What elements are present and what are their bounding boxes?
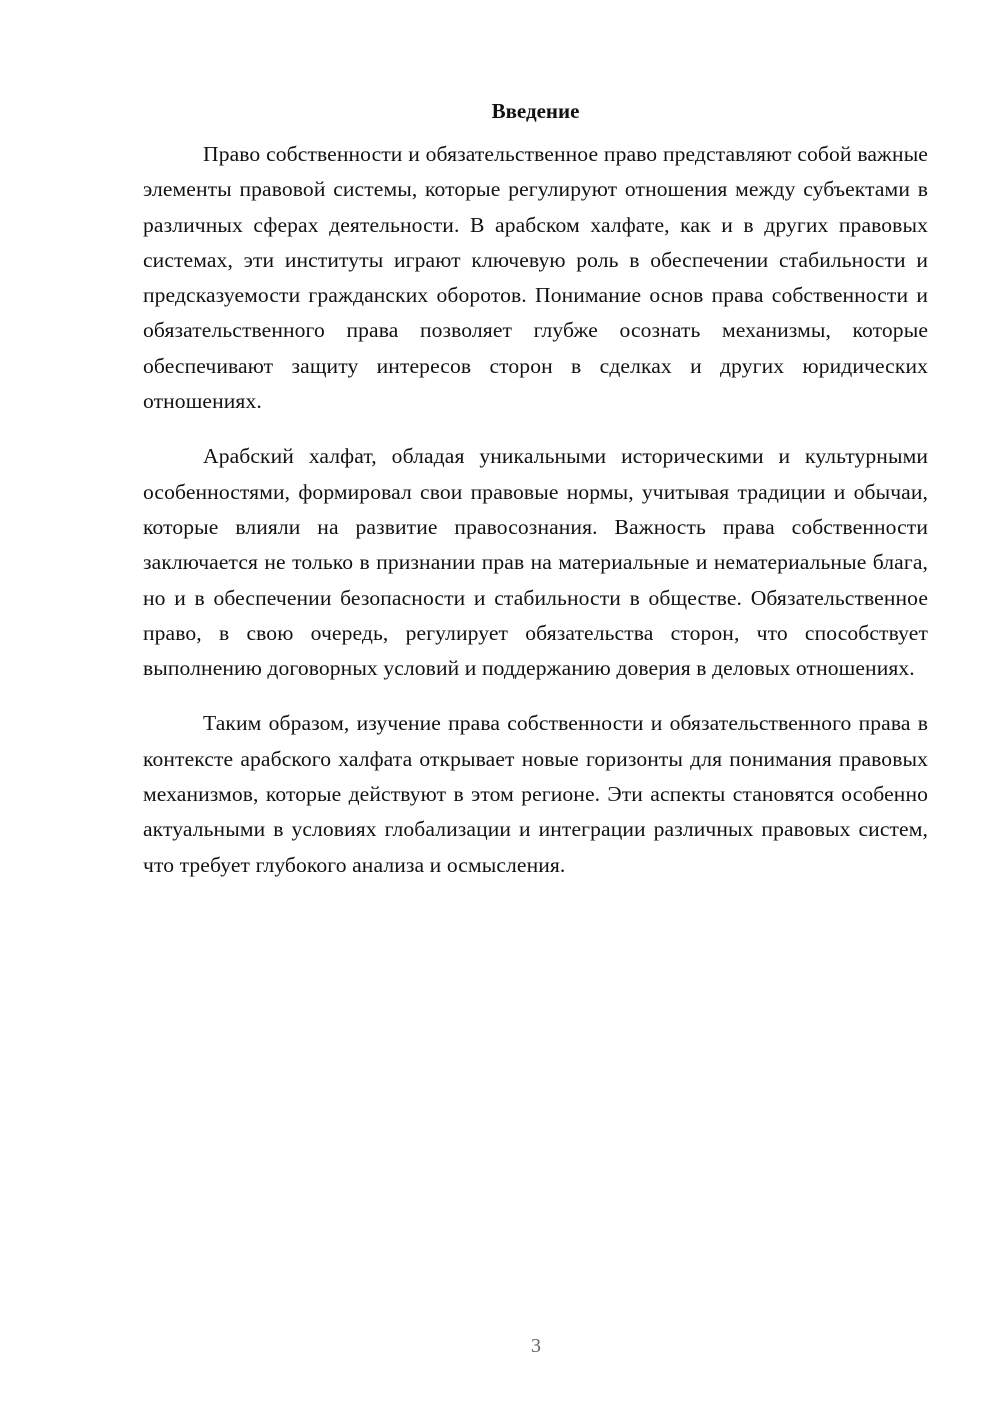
page-number: 3 [531, 1335, 541, 1357]
paragraph-3: Таким образом, изучение права собственности и обязательственного права в контексте арабского халфата открывает новые горизонты для понимания правовых механизмов, которые действуют в этом регионе. Эти аспекты становятся особенно актуальными в условиях глобализации и интеграции различных правовых систем, что требует глубокого анализа и осмысления. [143, 711, 928, 877]
paragraph-1: Право собственности и обязательственное право представляют собой важные элементы правовой системы, которые регулируют отношения между субъектами в различных сферах деятельности. В арабском халфате, как и в других правовых системах, эти институты играют ключевую роль в обеспечении стабильности и предсказуемости гражданских оборотов. Понимание основ права собственности и обязательственного права позволяет глубже осознать механизмы, которые обеспечивают защиту интересов сторон в сделках и других юридических отношениях. [143, 142, 928, 414]
page-content [143, 96, 928, 903]
paragraph-2: Арабский халфат, обладая уникальными историческими и культурными особенностями, формировал свои правовые нормы, учитывая традиции и обычаи, которые влияли на развитие правосознания. Важность права собственности заключается не только в признании прав на материальные и нематериальные блага, но и в обеспечении безопасности и стабильности в обществе. Обязательственное право, в свою очередь, регулирует обязательства сторон, что способствует выполнению договорных условий и поддержанию доверия в деловых отношениях. [143, 444, 928, 681]
section-title: Введение [491, 99, 580, 123]
